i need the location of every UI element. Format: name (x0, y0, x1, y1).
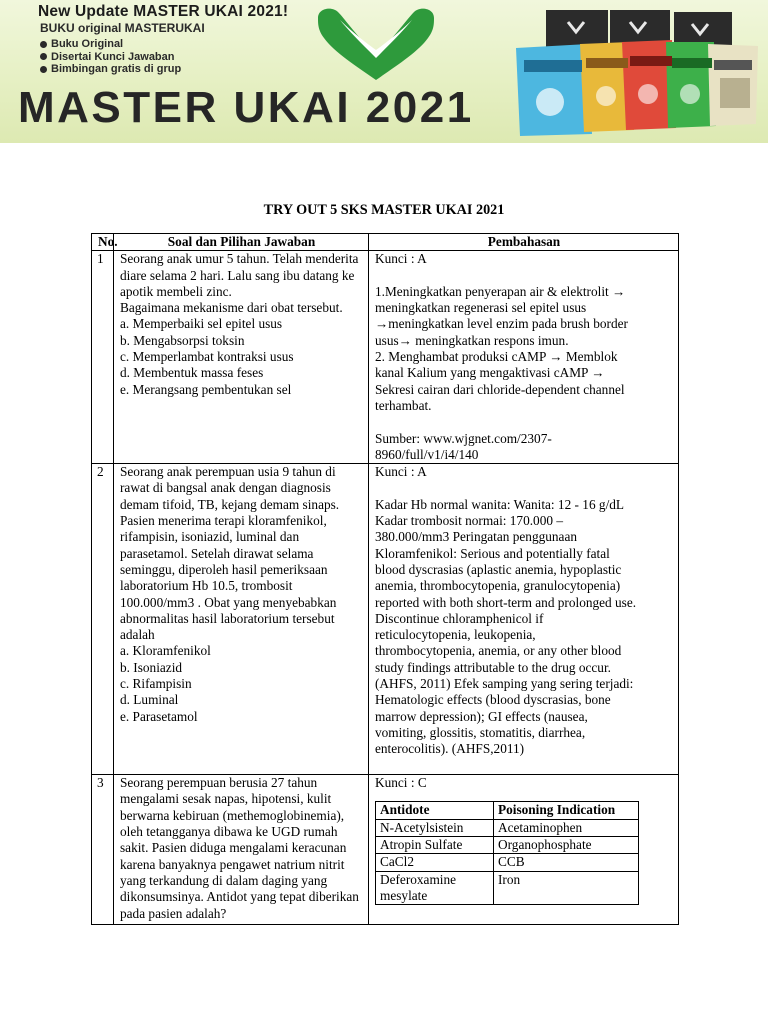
answer-key: Kunci : A (375, 464, 427, 480)
column-header-no: No. (92, 234, 114, 251)
bullet-dot-icon (40, 53, 47, 60)
source-reference: Sumber: www.wjgnet.com/2307- (375, 430, 552, 446)
bullet-dot-icon (40, 41, 47, 48)
antidote-table (375, 801, 639, 905)
table-row: N-Acetylsistein Acetaminophen (376, 819, 639, 836)
antidote-header-row (376, 802, 639, 819)
explanation-cell: Kunci : A 1.Meningkatkan penyerapan air & elektrolit → meningkatkan regenerasi sel epitel usus →meningkatkan level enzim pada brush border usus→ meningkatkan respons imun. 2. Menghambat produksi cAMP → Memblok kanal Kalium yang mengaktivasi cAMP → Sekresi cairan dari chloride-dependent channel terhambat. Sumber: www.wjgnet.com/2307- 8960/full/v1/i4/140 (369, 251, 679, 464)
advertisement-banner (0, 0, 768, 143)
question-number: 1 (92, 251, 114, 464)
bullet-dot-icon (40, 66, 47, 73)
column-header-question: Soal dan Pilihan Jawaban (114, 234, 369, 251)
banner-bullet: Bimbingan gratis di grup (40, 63, 181, 76)
banner-bullet-list (40, 38, 181, 76)
book-covers-image (510, 8, 768, 136)
banner-bullet: Buku Original (40, 38, 181, 51)
explanation-cell (369, 775, 679, 925)
antidote-column-header: Antidote (376, 802, 494, 819)
table-row: Deferoxamine mesylate Iron (376, 871, 639, 905)
banner-headline: New Update MASTER UKAI 2021! (38, 3, 289, 20)
question-number: 2 (92, 464, 114, 775)
question-number: 3 (92, 775, 114, 925)
table-row: CaCl2 CCB (376, 854, 639, 871)
answer-key: Kunci : A (375, 251, 427, 267)
table-row (92, 251, 679, 464)
question-cell: Seorang anak umur 5 tahun. Telah menderita diare selama 2 hari. Lalu sang ibu datang ke apotik membeli zinc. Bagaimana mekanisme dari obat tersebut. a. Memperbaiki sel epitel usus b. Mengabsorpsi toksin c. Memperlambat kontraksi usus d. Membentuk massa feses e. Merangsang pembentukan sel (114, 251, 369, 464)
heart-logo-icon (312, 6, 440, 82)
table-header-row (92, 234, 679, 251)
table-row: Atropin Sulfate Organophosphate (376, 837, 639, 854)
document-title: TRY OUT 5 SKS MASTER UKAI 2021 (263, 202, 505, 218)
antidote-column-header: Poisoning Indication (494, 802, 639, 819)
question-cell: Seorang perempuan berusia 27 tahun mengalami sesak napas, hipotensi, kulit berwarna kebiruan (methemoglobinemia), oleh tetangganya dibawa ke UGD rumah sakit. Pasien diduga mengalami keracunan karena banyaknya pengawet natrium nitrit yang terkandung di dalam daging yang dikonsumsinya. Antidot yang tepat diberikan pada pasien adalah? (114, 775, 369, 925)
banner-subhead: BUKU original MASTERUKAI (40, 21, 205, 35)
answer-key: Kunci : C (375, 775, 427, 791)
banner-big-title: MASTER UKAI 2021 (18, 83, 474, 132)
table-row (92, 464, 679, 775)
explanation-cell: Kunci : A Kadar Hb normal wanita: Wanita: 12 - 16 g/dL Kadar trombosit normai: 170.000 – 380.000/mm3 Peringatan penggunaan Kloramfenikol: Serious and potentially fatal blood dyscrasias (aplastic anemia, hypoplastic anemia, thrombocytopenia, granulocytopenia) reported with both short-term and prolonged use. Discontinue chloramphenicol if reticulocytopenia, leukopenia, thrombocytopenia, anemia, or any other blood study findings attributable to the drug occur. (AHFS, 2011) Efek samping yang sering terjadi: Hematologic effects (blood dyscrasias, bone marrow depression); GI effects (nausea, vomiting, glossitis, stomatitis, diarrhea, enterocolitis). (AHFS,2011) (369, 464, 679, 775)
question-cell: Seorang anak perempuan usia 9 tahun di rawat di bangsal anak dengan diagnosis demam tifoid, TB, kejang demam sinaps. Pasien menerima terapi kloramfenikol, rifampisin, isoniazid, luminal dan parasetamol. Setelah dirawat selama seminggu, diperoleh hasil pemeriksaan laboratorium Hb 10.5, trombosit 100.000/mm3 . Obat yang menyebabkan abnormalitas hasil laboratorium tersebut adalah a. Kloramfenikol b. Isoniazid c. Rifampisin d. Luminal e. Parasetamol (114, 464, 369, 775)
table-row (92, 775, 679, 925)
banner-bullet: Disertai Kunci Jawaban (40, 51, 181, 64)
question-table (91, 233, 679, 925)
column-header-explanation: Pembahasan (369, 234, 679, 251)
